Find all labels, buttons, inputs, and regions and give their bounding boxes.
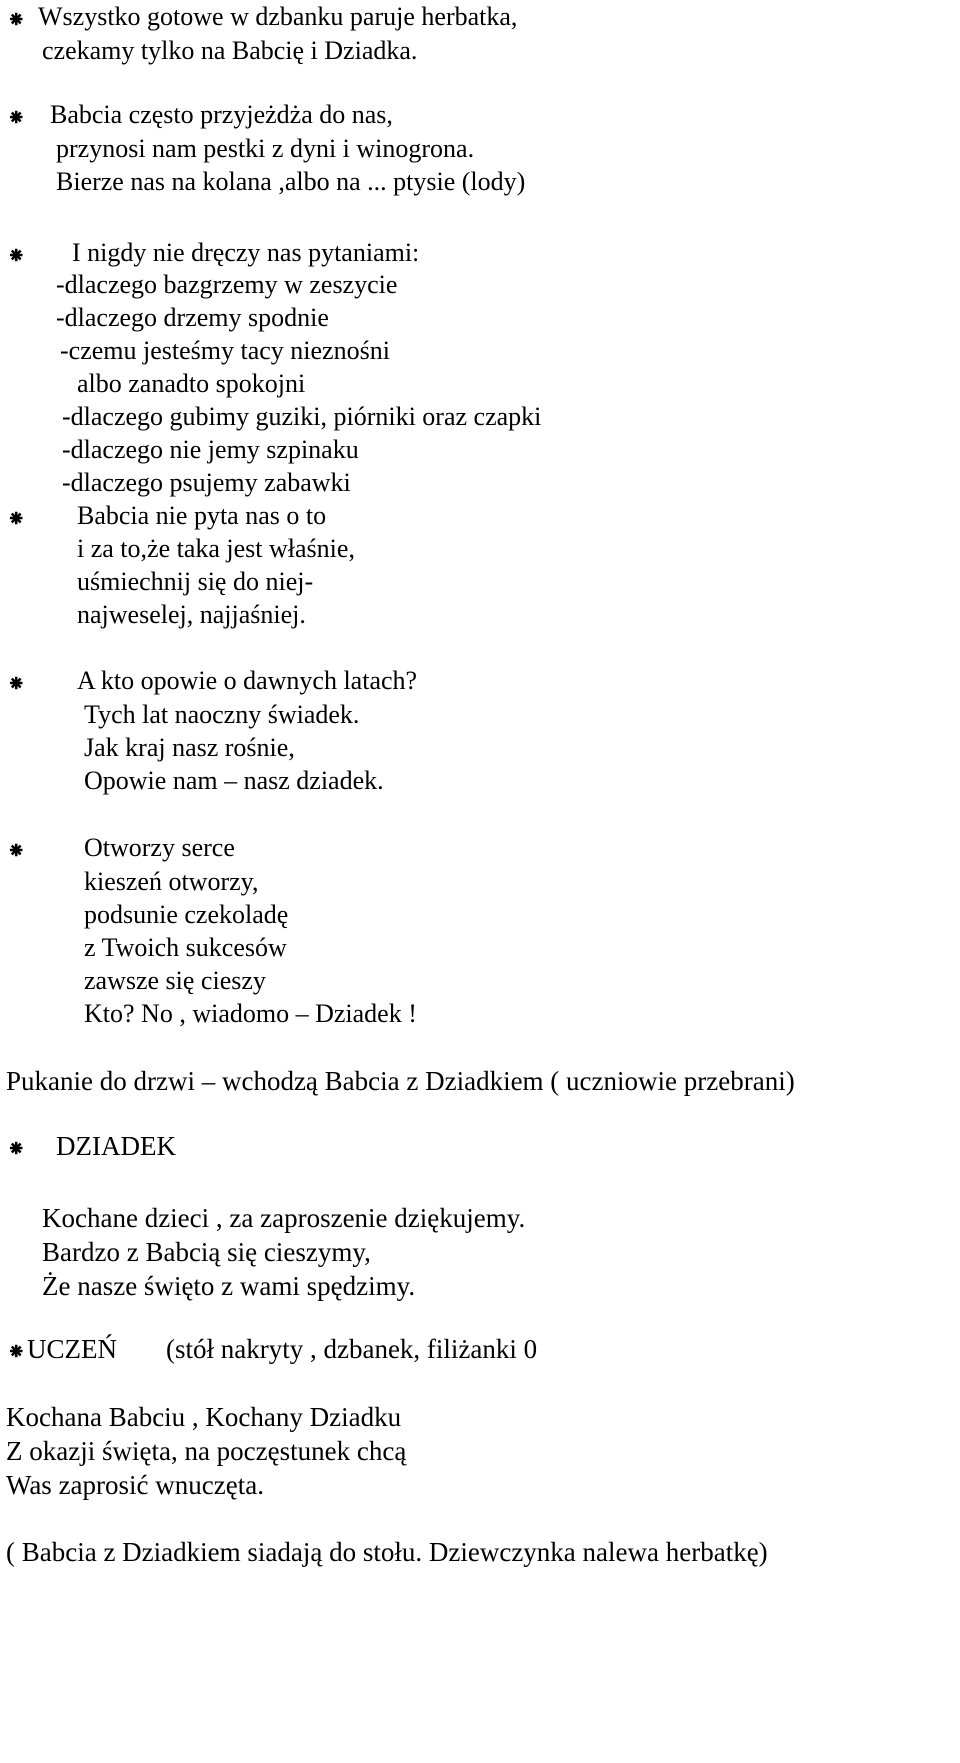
bullet-icon: ⁕ xyxy=(7,105,26,130)
poem-line: kieszeń otworzy, xyxy=(84,867,259,896)
poem-line: -dlaczego drzemy spodnie xyxy=(56,303,329,332)
stage-direction: ( Babcia z Dziadkiem siadają do stołu. Dziewczynka nalewa herbatkę) xyxy=(6,1537,768,1567)
bullet-icon: ⁕ xyxy=(7,1136,26,1161)
poem-line: I nigdy nie dręczy nas pytaniami: xyxy=(72,238,420,267)
poem-line: Otworzy serce xyxy=(84,833,235,862)
poem-line: Tych lat naoczny świadek. xyxy=(84,700,360,729)
poem-line: najweselej, najjaśniej. xyxy=(77,600,306,629)
poem-line: zawsze się cieszy xyxy=(84,966,266,995)
poem-line: podsunie czekoladę xyxy=(84,900,289,929)
dialogue-line: Kochana Babciu , Kochany Dziadku xyxy=(6,1402,402,1432)
bullet-icon: ⁕ xyxy=(7,243,26,268)
dialogue-line: Bardzo z Babcią się cieszymy, xyxy=(42,1237,371,1267)
poem-line: -czemu jesteśmy tacy nieznośni xyxy=(60,336,390,365)
poem-line: Opowie nam – nasz dziadek. xyxy=(84,766,384,795)
poem-line: -dlaczego psujemy zabawki xyxy=(62,468,351,497)
poem-line: Jak kraj nasz rośnie, xyxy=(84,733,295,762)
speaker-uczen: UCZEŃ xyxy=(27,1334,117,1364)
stage-direction: Pukanie do drzwi – wchodzą Babcia z Dziadkiem ( uczniowie przebrani) xyxy=(6,1066,795,1096)
dialogue-line: Was zaprosić wnuczęta. xyxy=(6,1470,264,1500)
poem-line: przynosi nam pestki z dyni i winogrona. xyxy=(56,134,475,163)
bullet-icon: ⁕ xyxy=(7,7,26,32)
poem-line: -dlaczego nie jemy szpinaku xyxy=(62,435,359,464)
poem-line: Kto? No , wiadomo – Dziadek ! xyxy=(84,999,417,1028)
poem-line: uśmiechnij się do niej- xyxy=(77,567,314,596)
dialogue-line: Kochane dzieci , za zaproszenie dziękujemy. xyxy=(42,1203,526,1233)
dialogue-line: Z okazji święta, na poczęstunek chcą xyxy=(6,1436,407,1466)
bullet-icon: ⁕ xyxy=(7,506,26,531)
poem-line: albo zanadto spokojni xyxy=(77,369,306,398)
bullet-icon: ⁕ xyxy=(7,1339,26,1364)
poem-line: -dlaczego gubimy guziki, piórniki oraz czapki xyxy=(62,402,542,431)
bullet-icon: ⁕ xyxy=(7,671,26,696)
speaker-dziadek: DZIADEK xyxy=(56,1131,176,1161)
poem-line: i za to,że taka jest właśnie, xyxy=(77,534,355,563)
poem-line: z Twoich sukcesów xyxy=(84,933,287,962)
poem-line: A kto opowie o dawnych latach? xyxy=(77,666,418,695)
poem-line: Babcia często przyjeżdża do nas, xyxy=(50,100,393,129)
poem-line: Babcia nie pyta nas o to xyxy=(77,501,327,530)
stage-note: (stół nakryty , dzbanek, filiżanki 0 xyxy=(166,1334,538,1364)
poem-line: czekamy tylko na Babcię i Dziadka. xyxy=(42,36,418,65)
poem-line: Bierze nas na kolana ,albo na ... ptysie (lody) xyxy=(56,167,526,196)
poem-line: -dlaczego bazgrzemy w zeszycie xyxy=(56,270,398,299)
dialogue-line: Że nasze święto z wami spędzimy. xyxy=(42,1271,416,1301)
poem-line: Wszystko gotowe w dzbanku paruje herbatka, xyxy=(38,2,518,31)
bullet-icon: ⁕ xyxy=(7,838,26,863)
